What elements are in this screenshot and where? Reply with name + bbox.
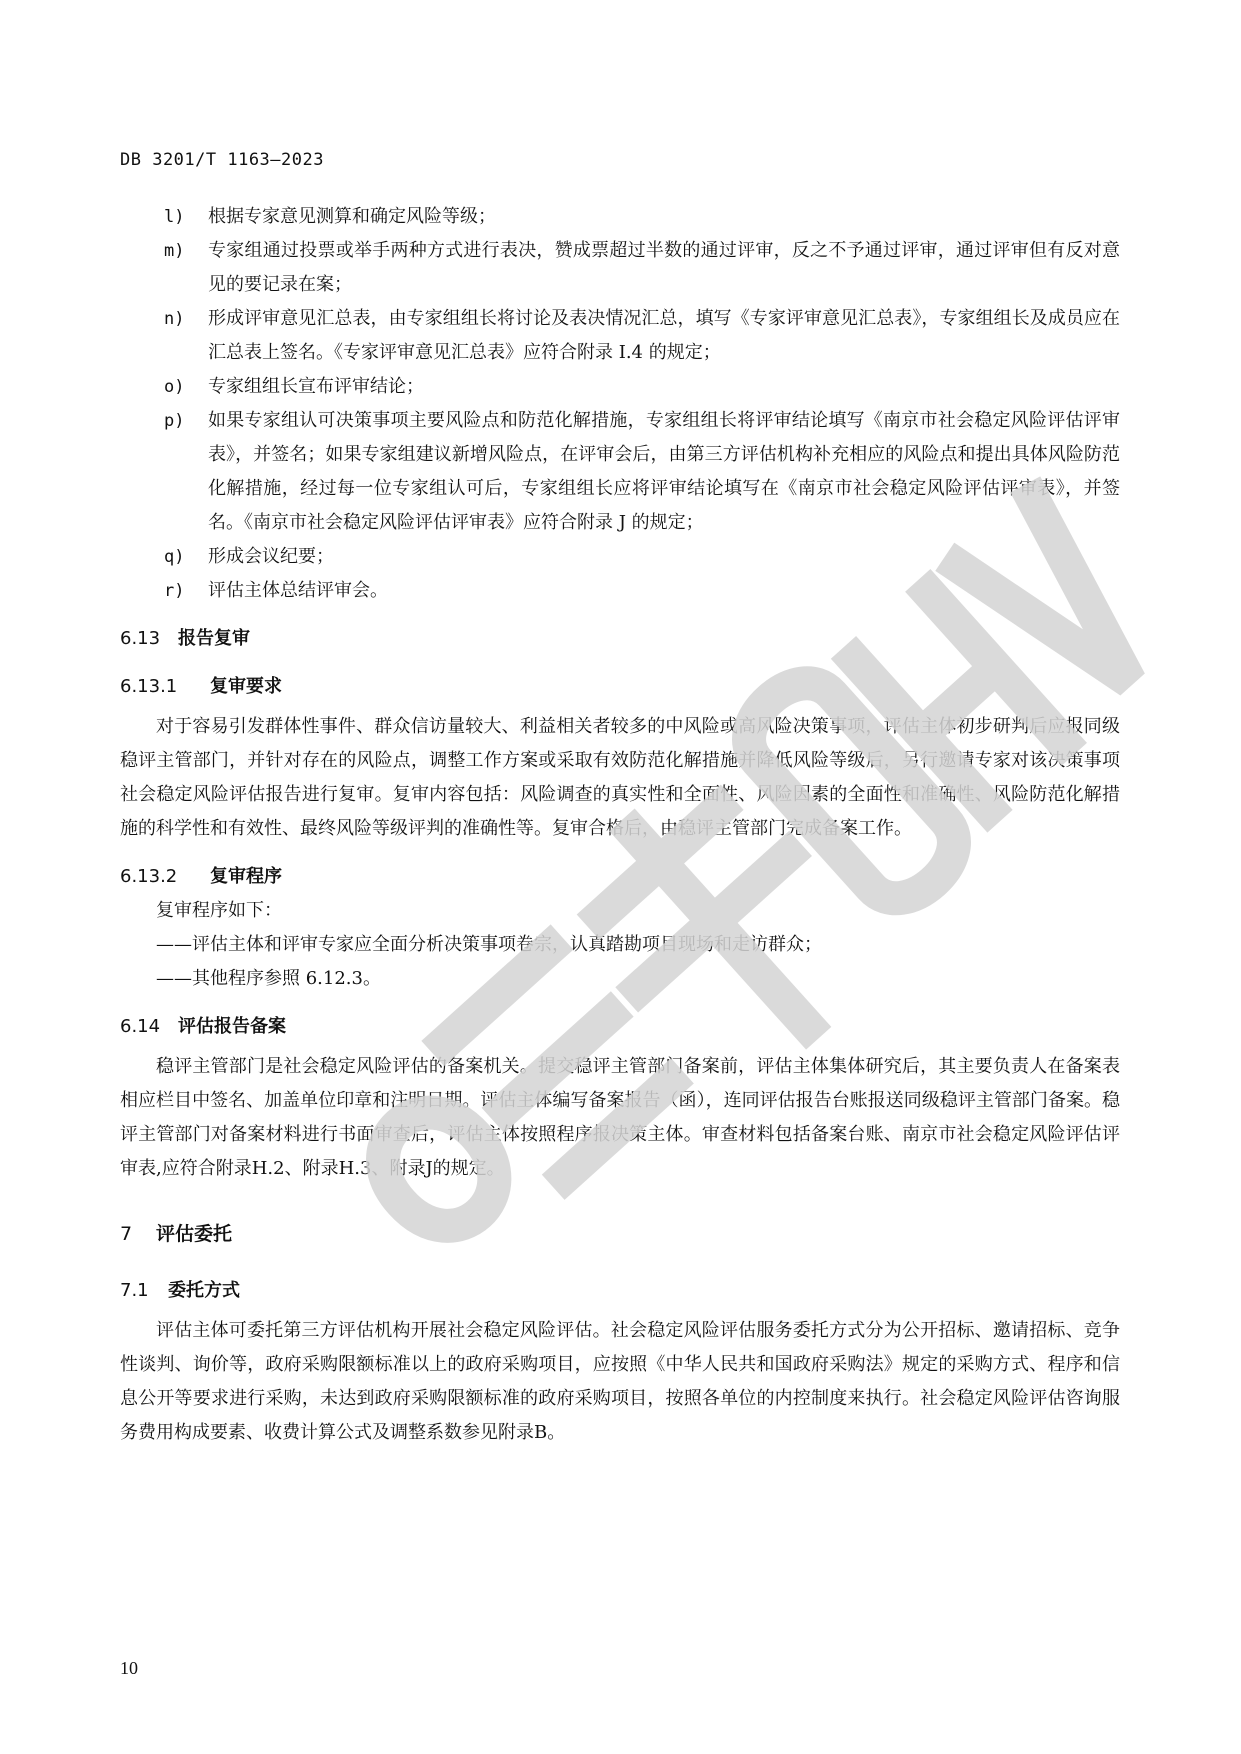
section-heading-6-14 (120, 1010, 1120, 1044)
section-heading-6-13-2 (120, 860, 1120, 894)
section-number: 6.13 (120, 628, 161, 649)
page-body (120, 200, 1120, 1450)
section-title: 复审要求 (210, 676, 282, 697)
section-title: 委托方式 (168, 1280, 240, 1301)
list-item (120, 200, 1120, 234)
section-heading-7-1 (120, 1274, 1120, 1308)
paragraph-entrustment: 评估主体可委托第三方评估机构开展社会稳定风险评估。社会稳定风险评估服务委托方式分为公开招标、邀请招标、竞争性谈判、询价等，政府采购限额标准以上的政府采购项目，应按照《中华人民共和国政府采购法》规定的采购方式、程序和信息公开等要求进行采购，未达到政府采购限额标准的政府采购项目，按照各单位的内控制度来执行。社会稳定风险评估咨询服务费用构成要素、收费计算公式及调整系数参见附录B。 (120, 1320, 1120, 1443)
list-item (120, 540, 1120, 574)
list-text: 如果专家组认可决策事项主要风险点和防范化解措施，专家组组长将评审结论填写《南京市社会稳定风险评估评审表》，并签名；如果专家组建议新增风险点，在评审会后，由第三方评估机构补充相应的风险点和提出具体风险防范化解措施，经过每一位专家组认可后，专家组组长应将评审结论填写在《南京市社会稳定风险评估评审表》，并签名。《南京市社会稳定风险评估评审表》应符合附录 J 的规定； (208, 410, 1120, 533)
list-marker: r) (164, 581, 185, 601)
list-item (120, 370, 1120, 404)
list-marker: o) (164, 377, 185, 397)
section-title: 报告复审 (178, 628, 250, 649)
section-number: 6.13.1 (120, 676, 178, 697)
section-number: 7.1 (120, 1280, 149, 1301)
list-item (120, 234, 1120, 302)
list-text: 形成评审意见汇总表，由专家组组长将讨论及表决情况汇总，填写《专家评审意见汇总表》，专家组组长及成员应在汇总表上签名。《专家评审意见汇总表》应符合附录 I.4 的规定； (208, 308, 1120, 363)
section-title: 复审程序 (210, 866, 282, 887)
chapter-title: 评估委托 (156, 1223, 233, 1245)
paragraph-review-requirements: 对于容易引发群体性事件、群众信访量较大、利益相关者较多的中风险或高风险决策事项，评估主体初步研判后应报同级稳评主管部门，并针对存在的风险点，调整工作方案或采取有效防范化解措施并降低风险等级后，另行邀请专家对该决策事项社会稳定风险评估报告进行复审。复审内容包括：风险调查的真实性和全面性、风险因素的全面性和准确性、风险防范化解措施的科学性和有效性、最终风险等级评判的准确性等。复审合格后，由稳评主管部门完成备案工作。 (120, 716, 1120, 839)
list-marker: l) (164, 207, 185, 227)
list-item (120, 574, 1120, 608)
procedure-item: ——评估主体和评审专家应全面分析决策事项卷宗，认真踏勘项目现场和走访群众； (156, 934, 822, 955)
list-marker: n) (164, 309, 185, 329)
list-marker: q) (164, 547, 185, 567)
section-number: 6.14 (120, 1016, 161, 1037)
page-number: 10 (120, 1658, 138, 1678)
list-text: 评估主体总结评审会。 (208, 580, 388, 601)
list-item (120, 302, 1120, 370)
list-marker: p) (164, 411, 185, 431)
list-item (120, 404, 1120, 540)
list-marker: m) (164, 241, 185, 261)
list-text: 形成会议纪要； (208, 546, 334, 567)
standard-code: DB 3201/T 1163—2023 (120, 150, 324, 170)
paragraph-filing: 稳评主管部门是社会稳定风险评估的备案机关。提交稳评主管部门备案前，评估主体集体研究后，其主要负责人在备案表相应栏目中签名、加盖单位印章和注明日期。评估主体编写备案报告（函），连同评估报告台账报送同级稳评主管部门备案。稳评主管部门对备案材料进行书面审查后，评估主体按照程序报决策主体。审查材料包括备案台账、南京市社会稳定风险评估评审表,应符合附录H.2、附录H.3、附录J的规定。 (120, 1056, 1120, 1179)
chapter-heading-7 (120, 1216, 1120, 1252)
procedure-intro: 复审程序如下： (156, 900, 282, 921)
list-text: 根据专家意见测算和确定风险等级； (208, 206, 496, 227)
section-title: 评估报告备案 (178, 1016, 286, 1037)
section-heading-6-13-1 (120, 670, 1120, 704)
procedure-item: ——其他程序参照 6.12.3。 (156, 968, 381, 989)
list-text: 专家组组长宣布评审结论； (208, 376, 424, 397)
chapter-number: 7 (120, 1223, 133, 1245)
section-heading-6-13 (120, 622, 1120, 656)
list-text: 专家组通过投票或举手两种方式进行表决，赞成票超过半数的通过评审，反之不予通过评审，通过评审但有反对意见的要记录在案； (208, 240, 1120, 295)
section-number: 6.13.2 (120, 866, 178, 887)
